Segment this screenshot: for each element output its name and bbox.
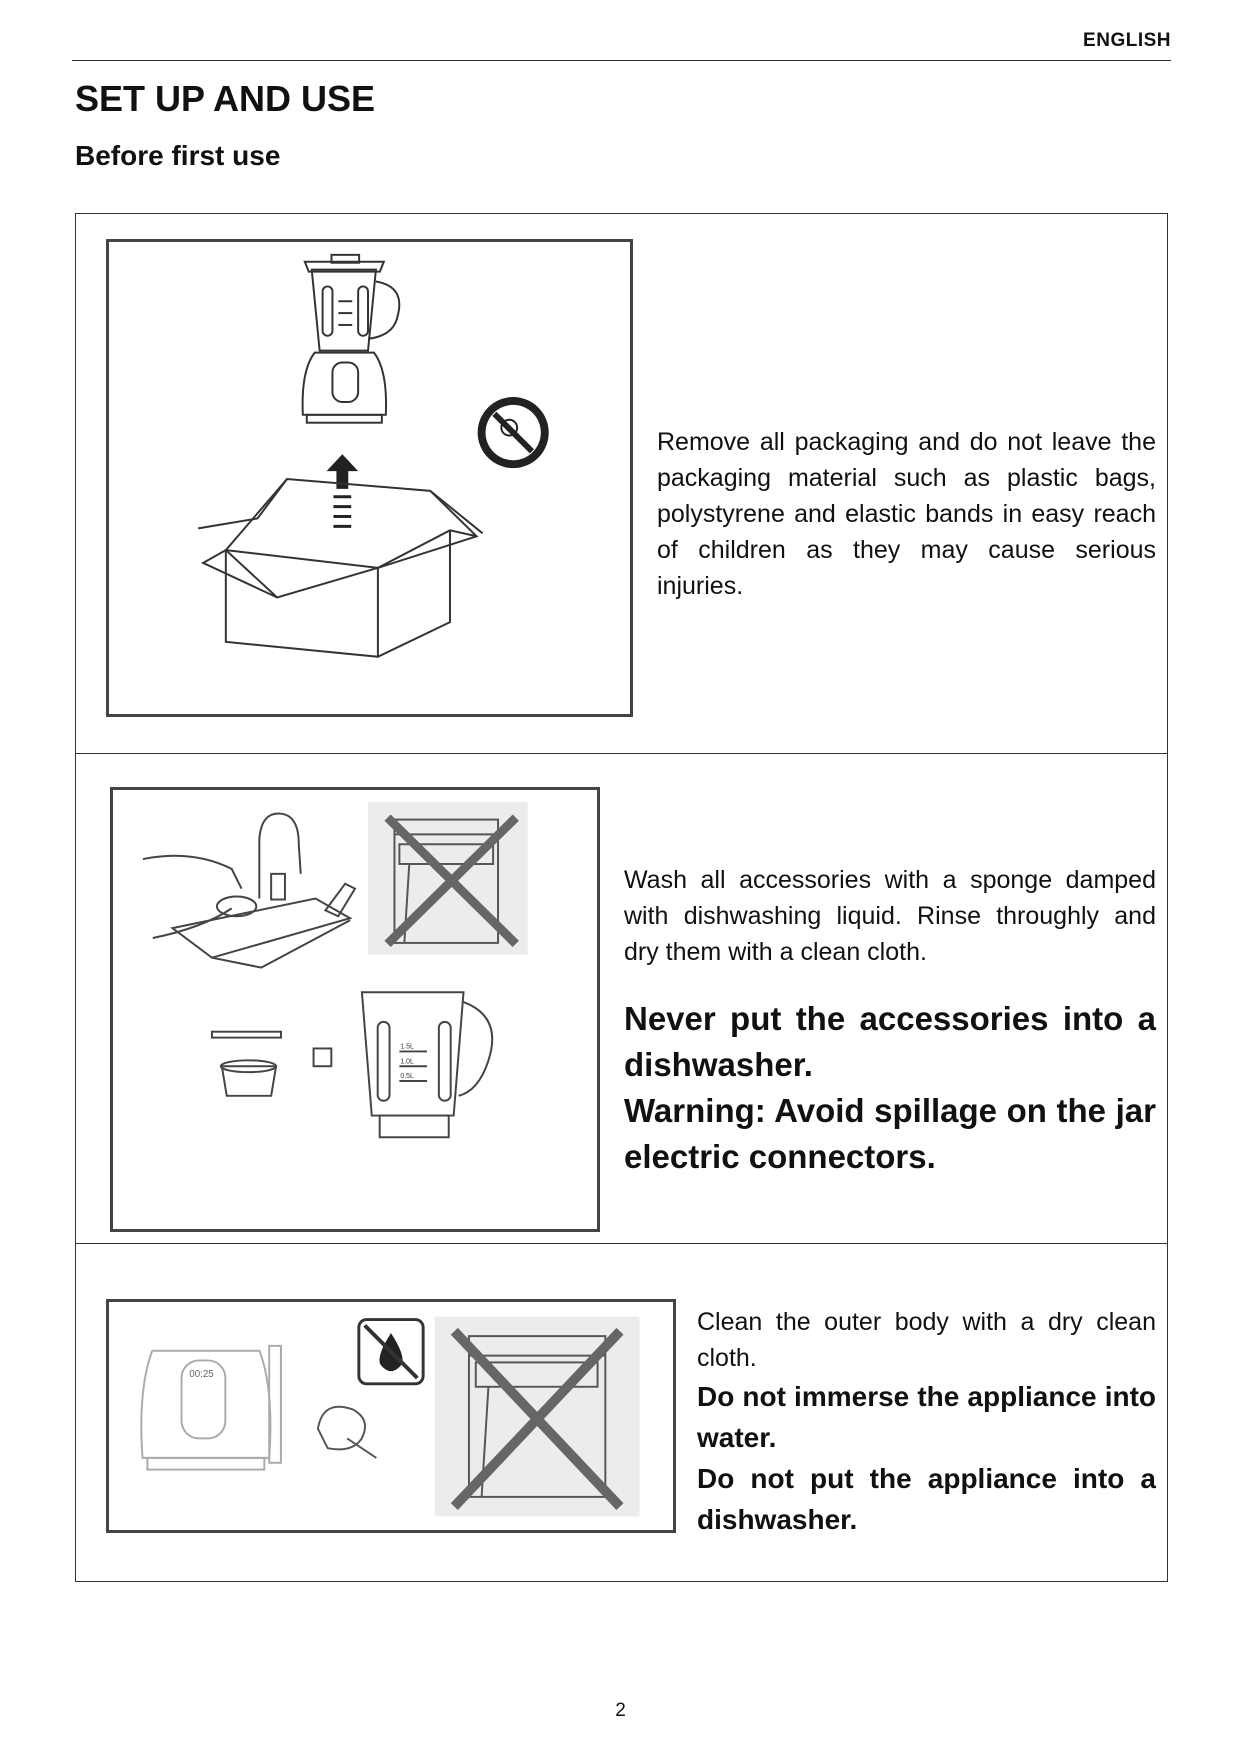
blender-box-drawing (109, 242, 630, 714)
washing-drawing (113, 790, 597, 1229)
jar-marking-label-3: 0.5L (400, 1073, 414, 1081)
cleaning-illustration (106, 1299, 676, 1533)
unpacking-illustration (106, 239, 633, 717)
washing-text: Wash all accessories with a sponge damped with dishwashing liquid. Rinse throughly and dry them with a clean cloth. (624, 866, 1156, 966)
spillage-warning: Warning: Avoid spillage on the jar electric connectors. (624, 1092, 1156, 1175)
section-title: Before first use (75, 140, 281, 171)
steps-table (75, 213, 1168, 1582)
dishwasher-warning: Never put the accessories into a dishwasher. (624, 1000, 1156, 1083)
step-row-unpacking (76, 214, 1167, 754)
page-number: 2 (615, 1700, 626, 1721)
unpacking-text: Remove all packaging and do not leave the packaging material such as plastic bags, polystyrene and elastic bands in easy reach of children as they may cause serious injuries. (657, 428, 1156, 600)
page-title: SET UP AND USE (75, 78, 376, 119)
unpacking-instructions (657, 424, 1156, 604)
immerse-warning: Do not immerse the appliance into water. (697, 1381, 1156, 1453)
cleaning-drawing (109, 1302, 673, 1530)
jar-marking-label-2: 1.0L (400, 1058, 414, 1066)
jar-marking-label-1: 1.5L (400, 1043, 414, 1051)
washing-instructions (624, 862, 1156, 1180)
cleaning-instructions (697, 1304, 1156, 1540)
cleaning-text: Clean the outer body with a dry clean cloth. (697, 1308, 1156, 1372)
appliance-dishwasher-warning: Do not put the appliance into a dishwasher. (697, 1463, 1156, 1535)
step-row-washing (76, 754, 1167, 1244)
display-time: 00:25 (189, 1369, 214, 1381)
header-divider (72, 60, 1171, 61)
step-row-cleaning (76, 1244, 1167, 1581)
header-language: ENGLISH (1083, 30, 1171, 51)
washing-illustration (110, 787, 600, 1232)
